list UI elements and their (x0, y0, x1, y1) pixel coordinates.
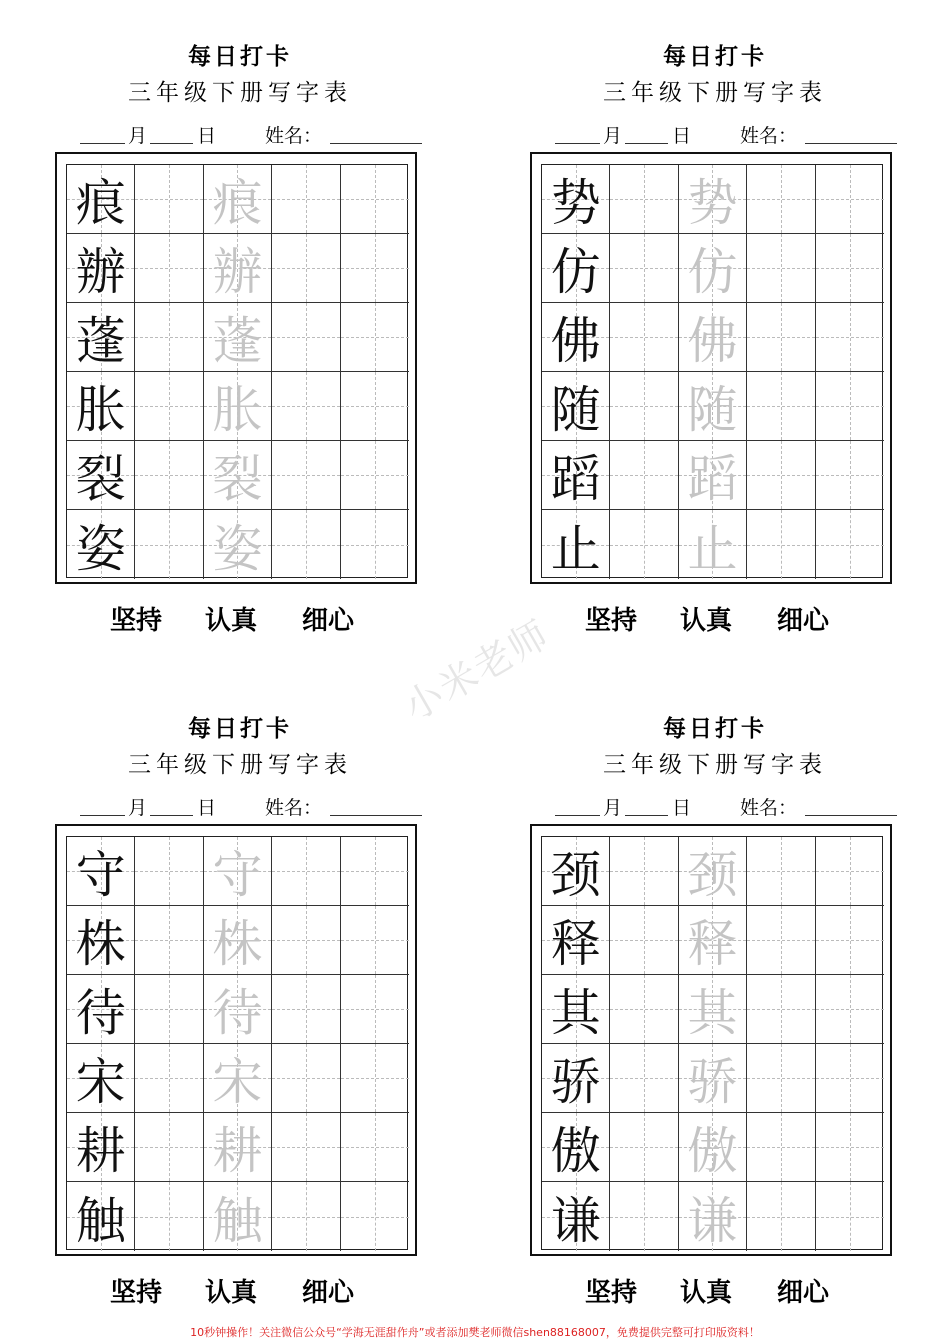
practice-cell[interactable] (747, 1044, 815, 1113)
day-label: 日 (197, 797, 217, 819)
practice-cell[interactable] (816, 234, 884, 303)
trace-character: 待 (212, 984, 263, 1042)
writing-frame (530, 824, 892, 1256)
trace-character: 辦 (212, 243, 263, 301)
motto-word: 认真 (205, 606, 258, 636)
card-title: 每日打卡 (663, 43, 767, 70)
month-blank[interactable] (555, 815, 600, 816)
trace-cell[interactable] (204, 1182, 272, 1251)
practice-cell[interactable] (272, 441, 340, 510)
practice-cell[interactable] (816, 975, 884, 1044)
motto-word: 坚持 (110, 606, 163, 636)
day-blank[interactable] (150, 143, 193, 144)
practice-cell[interactable] (341, 1044, 409, 1113)
trace-character: 释 (687, 915, 738, 973)
day-label: 日 (672, 797, 692, 819)
trace-character: 止 (687, 519, 738, 578)
model-character: 随 (550, 381, 601, 439)
trace-character: 骄 (687, 1053, 738, 1111)
trace-cell[interactable] (679, 441, 747, 510)
model-cell (67, 234, 135, 303)
model-cell (542, 1182, 610, 1251)
practice-cell[interactable] (747, 165, 815, 234)
model-character: 株 (75, 915, 126, 973)
practice-cell[interactable] (272, 234, 340, 303)
practice-cell[interactable] (816, 441, 884, 510)
trace-cell[interactable] (679, 510, 747, 579)
month-label: 月 (603, 797, 623, 819)
motto-word: 细心 (302, 1278, 355, 1308)
trace-cell[interactable] (679, 1113, 747, 1182)
writing-frame (530, 152, 892, 584)
trace-character: 势 (687, 174, 738, 232)
practice-cell[interactable] (610, 303, 678, 372)
writing-frame (55, 152, 417, 584)
practice-cell[interactable] (816, 303, 884, 372)
practice-cell[interactable] (341, 837, 409, 906)
motto-word: 认真 (680, 606, 733, 636)
model-character: 其 (550, 984, 601, 1042)
model-cell (67, 303, 135, 372)
practice-cell[interactable] (341, 1182, 409, 1251)
practice-cell[interactable] (272, 303, 340, 372)
practice-cell[interactable] (610, 975, 678, 1044)
trace-character: 蓬 (212, 312, 263, 370)
day-label: 日 (197, 125, 217, 147)
practice-cell[interactable] (610, 165, 678, 234)
trace-cell[interactable] (679, 303, 747, 372)
name-blank[interactable] (330, 143, 422, 144)
practice-cell[interactable] (341, 906, 409, 975)
practice-cell[interactable] (747, 975, 815, 1044)
practice-cell[interactable] (272, 372, 340, 441)
card-subtitle: 三年级下册写字表 (128, 80, 352, 106)
card-subtitle: 三年级下册写字表 (603, 752, 827, 778)
trace-cell[interactable] (679, 975, 747, 1044)
model-character: 佛 (550, 312, 601, 370)
month-blank[interactable] (80, 143, 125, 144)
trace-cell[interactable] (679, 372, 747, 441)
day-blank[interactable] (625, 815, 668, 816)
model-cell (542, 441, 610, 510)
practice-cell[interactable] (747, 1182, 815, 1251)
practice-cell[interactable] (816, 165, 884, 234)
model-character: 傲 (550, 1122, 601, 1180)
day-blank[interactable] (625, 143, 668, 144)
motto-word: 坚持 (585, 1278, 638, 1308)
practice-cell[interactable] (610, 441, 678, 510)
practice-cell[interactable] (272, 165, 340, 234)
practice-card (530, 0, 930, 660)
model-character: 骄 (550, 1053, 601, 1111)
footer-note: 10秒钟操作！关注微信公众号“学海无涯甜作舟”或者添加樊老师微信shen88168007，免费提供完整可打印版资料！ (190, 1326, 760, 1339)
practice-cell[interactable] (341, 165, 409, 234)
card-subtitle: 三年级下册写字表 (128, 752, 352, 778)
practice-cell[interactable] (272, 1113, 340, 1182)
trace-character: 守 (212, 846, 263, 904)
trace-cell[interactable] (204, 510, 272, 579)
month-label: 月 (128, 797, 148, 819)
motto-word: 细心 (302, 606, 355, 636)
trace-character: 佛 (687, 312, 738, 370)
trace-cell[interactable] (204, 1044, 272, 1113)
practice-cell[interactable] (610, 510, 678, 579)
name-label: 姓名： (740, 797, 798, 819)
practice-cell[interactable] (747, 1113, 815, 1182)
practice-cell[interactable] (816, 837, 884, 906)
trace-cell[interactable] (204, 165, 272, 234)
motto-word: 认真 (680, 1278, 733, 1308)
practice-cell[interactable] (272, 975, 340, 1044)
practice-cell[interactable] (610, 1113, 678, 1182)
practice-cell[interactable] (341, 441, 409, 510)
trace-cell[interactable] (204, 372, 272, 441)
model-cell (67, 906, 135, 975)
practice-cell[interactable] (747, 837, 815, 906)
practice-cell[interactable] (747, 510, 815, 579)
date-name-line (555, 122, 900, 150)
tianzige-grid (66, 836, 408, 1250)
card-title: 每日打卡 (188, 43, 292, 70)
month-blank[interactable] (555, 143, 600, 144)
practice-cell[interactable] (135, 975, 203, 1044)
practice-card (55, 0, 455, 660)
name-blank[interactable] (805, 815, 897, 816)
model-cell (542, 303, 610, 372)
model-character: 辦 (75, 243, 126, 301)
practice-cell[interactable] (272, 837, 340, 906)
motto-word: 坚持 (585, 606, 638, 636)
practice-cell[interactable] (341, 372, 409, 441)
card-title: 每日打卡 (188, 715, 292, 742)
practice-cell[interactable] (135, 837, 203, 906)
model-cell (67, 510, 135, 579)
model-cell (67, 1044, 135, 1113)
model-cell (67, 441, 135, 510)
name-label: 姓名： (740, 125, 798, 147)
month-label: 月 (128, 125, 148, 147)
practice-cell[interactable] (341, 234, 409, 303)
practice-cell[interactable] (610, 837, 678, 906)
model-character: 触 (75, 1191, 126, 1250)
practice-cell[interactable] (341, 1113, 409, 1182)
model-cell (542, 975, 610, 1044)
card-subtitle: 三年级下册写字表 (603, 80, 827, 106)
trace-character: 胀 (212, 381, 263, 439)
trace-cell[interactable] (204, 837, 272, 906)
trace-character: 颈 (687, 846, 738, 904)
month-blank[interactable] (80, 815, 125, 816)
practice-cell[interactable] (816, 510, 884, 579)
practice-cell[interactable] (610, 1044, 678, 1113)
practice-cell[interactable] (135, 1182, 203, 1251)
model-character: 释 (550, 915, 601, 973)
practice-cell[interactable] (816, 372, 884, 441)
trace-character: 蹈 (687, 450, 738, 508)
model-character: 痕 (75, 174, 126, 232)
model-cell (542, 372, 610, 441)
practice-cell[interactable] (135, 303, 203, 372)
practice-cell[interactable] (816, 1182, 884, 1251)
practice-cell[interactable] (135, 441, 203, 510)
card-title: 每日打卡 (663, 715, 767, 742)
trace-cell[interactable] (679, 1182, 747, 1251)
practice-cell[interactable] (747, 303, 815, 372)
trace-character: 谦 (687, 1191, 738, 1250)
practice-cell[interactable] (135, 372, 203, 441)
model-character: 势 (550, 174, 601, 232)
trace-cell[interactable] (679, 837, 747, 906)
model-character: 守 (75, 846, 126, 904)
practice-cell[interactable] (272, 1044, 340, 1113)
trace-character: 宋 (212, 1053, 263, 1111)
name-label: 姓名： (265, 125, 323, 147)
practice-cell[interactable] (610, 234, 678, 303)
practice-card (530, 672, 930, 1332)
date-name-line (555, 794, 900, 822)
trace-character: 傲 (687, 1122, 738, 1180)
practice-cell[interactable] (135, 165, 203, 234)
name-label: 姓名： (265, 797, 323, 819)
model-cell (67, 1113, 135, 1182)
trace-character: 株 (212, 915, 263, 973)
name-blank[interactable] (330, 815, 422, 816)
trace-cell[interactable] (204, 975, 272, 1044)
practice-cell[interactable] (610, 372, 678, 441)
tianzige-grid (541, 836, 883, 1250)
model-character: 裂 (75, 450, 126, 508)
trace-cell[interactable] (204, 234, 272, 303)
practice-cell[interactable] (610, 1182, 678, 1251)
practice-cell[interactable] (272, 510, 340, 579)
model-cell (67, 1182, 135, 1251)
trace-character: 仿 (687, 243, 738, 301)
model-cell (542, 906, 610, 975)
model-cell (67, 975, 135, 1044)
model-character: 止 (550, 519, 601, 578)
model-cell (542, 1044, 610, 1113)
trace-cell[interactable] (679, 234, 747, 303)
day-label: 日 (672, 125, 692, 147)
motto-word: 细心 (777, 606, 830, 636)
model-cell (67, 165, 135, 234)
trace-cell[interactable] (204, 906, 272, 975)
name-blank[interactable] (805, 143, 897, 144)
model-cell (542, 1113, 610, 1182)
model-character: 耕 (75, 1122, 126, 1180)
model-character: 颈 (550, 846, 601, 904)
trace-character: 触 (212, 1191, 263, 1250)
trace-character: 其 (687, 984, 738, 1042)
model-character: 仿 (550, 243, 601, 301)
practice-cell[interactable] (747, 441, 815, 510)
practice-cell[interactable] (135, 234, 203, 303)
trace-cell[interactable] (679, 906, 747, 975)
motto-word: 认真 (205, 1278, 258, 1308)
trace-cell[interactable] (679, 1044, 747, 1113)
practice-cell[interactable] (135, 1113, 203, 1182)
model-cell (542, 510, 610, 579)
model-character: 姿 (75, 519, 126, 578)
model-cell (542, 165, 610, 234)
practice-cell[interactable] (610, 906, 678, 975)
practice-cell[interactable] (341, 303, 409, 372)
trace-character: 耕 (212, 1122, 263, 1180)
day-blank[interactable] (150, 815, 193, 816)
practice-cell[interactable] (272, 906, 340, 975)
writing-frame (55, 824, 417, 1256)
tianzige-grid (541, 164, 883, 578)
practice-cell[interactable] (816, 1113, 884, 1182)
model-character: 胀 (75, 381, 126, 439)
practice-cell[interactable] (135, 510, 203, 579)
model-cell (542, 234, 610, 303)
model-character: 蹈 (550, 450, 601, 508)
watermark: 小米老师 (396, 611, 558, 730)
practice-cell[interactable] (747, 906, 815, 975)
motto-word: 坚持 (110, 1278, 163, 1308)
practice-cell[interactable] (135, 906, 203, 975)
practice-cell[interactable] (341, 975, 409, 1044)
date-name-line (80, 122, 425, 150)
practice-cell[interactable] (747, 234, 815, 303)
practice-cell[interactable] (272, 1182, 340, 1251)
practice-cell[interactable] (747, 372, 815, 441)
model-cell (67, 837, 135, 906)
trace-cell[interactable] (204, 1113, 272, 1182)
model-cell (67, 372, 135, 441)
date-name-line (80, 794, 425, 822)
trace-character: 随 (687, 381, 738, 439)
practice-cell[interactable] (816, 906, 884, 975)
practice-cell[interactable] (816, 1044, 884, 1113)
trace-character: 痕 (212, 174, 263, 232)
model-character: 待 (75, 984, 126, 1042)
trace-cell[interactable] (679, 165, 747, 234)
trace-cell[interactable] (204, 303, 272, 372)
motto-word: 细心 (777, 1278, 830, 1308)
trace-character: 姿 (212, 519, 263, 578)
month-label: 月 (603, 125, 623, 147)
trace-cell[interactable] (204, 441, 272, 510)
practice-cell[interactable] (341, 510, 409, 579)
practice-cell[interactable] (135, 1044, 203, 1113)
model-character: 蓬 (75, 312, 126, 370)
model-character: 谦 (550, 1191, 601, 1250)
practice-card (55, 672, 455, 1332)
trace-character: 裂 (212, 450, 263, 508)
model-character: 宋 (75, 1053, 126, 1111)
model-cell (542, 837, 610, 906)
tianzige-grid (66, 164, 408, 578)
